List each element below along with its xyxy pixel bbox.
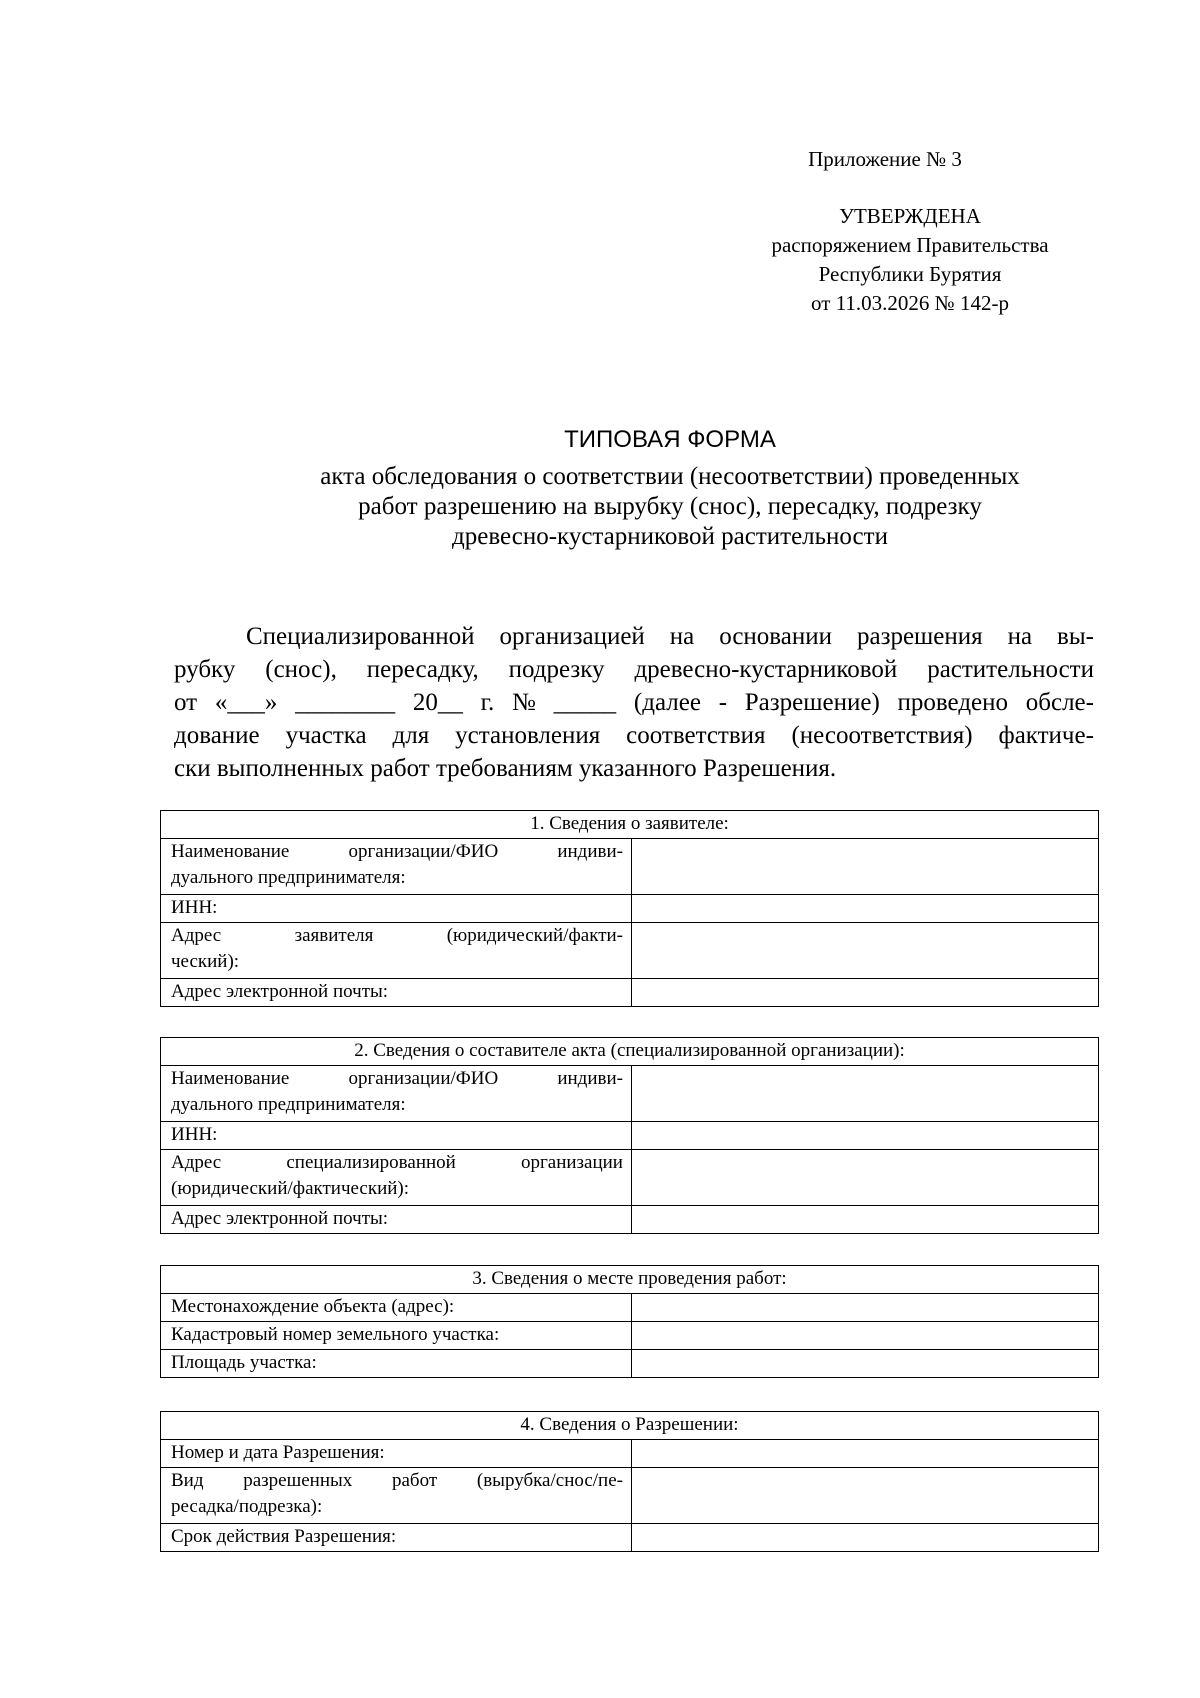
permitted-work-type-label: Вид разрешенных работ (вырубка/снос/пе- ресадка/подрезка): xyxy=(161,1468,632,1524)
work-site-info-table xyxy=(160,1265,1099,1378)
permit-validity-label: Срок действия Разрешения: xyxy=(161,1524,632,1552)
section-2-header: 2. Сведения о составителе акта (специализированной организации): xyxy=(161,1038,1099,1066)
applicant-inn-field[interactable] xyxy=(632,895,1099,923)
compiler-name-label: Наименование организации/ФИО индиви- дуального предпринимателя: xyxy=(161,1066,632,1122)
applicant-address-label: Адрес заявителя (юридический/факти- ческий): xyxy=(161,923,632,979)
plot-area-label: Площадь участка: xyxy=(161,1350,632,1378)
approval-date-number: от 11.03.2026 № 142-р xyxy=(811,291,1009,315)
approval-authority-line1: распоряжением Правительства xyxy=(771,233,1049,257)
compiler-email-field[interactable] xyxy=(632,1206,1099,1234)
compiler-inn-field[interactable] xyxy=(632,1122,1099,1150)
compiler-name-field[interactable] xyxy=(632,1066,1099,1122)
intro-line-5: ски выполненных работ требованиям указанного Разрешения. xyxy=(174,755,837,782)
site-address-field[interactable] xyxy=(632,1294,1099,1322)
intro-line-4: дование участка для установления соответствия (несоответствия) фактиче- xyxy=(174,722,1094,749)
compiler-inn-label: ИНН: xyxy=(161,1122,632,1150)
permit-number-date-label: Номер и дата Разрешения: xyxy=(161,1440,632,1468)
compiler-address-label: Адрес специализированной организации (юридический/фактический): xyxy=(161,1150,632,1206)
title-line-1: акта обследования о соответствии (несоответствии) проведенных xyxy=(320,463,1020,490)
approval-details xyxy=(720,202,1100,318)
applicant-email-field[interactable] xyxy=(632,979,1099,1007)
intro-line-1: Специализированной организацией на основании разрешения на вы- xyxy=(246,623,1094,650)
intro-line-3: от «___» ________ 20__ г. № _____ (далее - Разрешение) проведено обсле- xyxy=(174,689,1094,716)
approval-authority-line2: Республики Бурятия xyxy=(818,262,1002,286)
compiler-email-label: Адрес электронной почты: xyxy=(161,1206,632,1234)
applicant-info-table xyxy=(160,810,1099,1007)
applicant-name-label: Наименование организации/ФИО индиви- дуального предпринимателя: xyxy=(161,839,632,895)
section-3-header: 3. Сведения о месте проведения работ: xyxy=(161,1266,1099,1294)
section-1-header: 1. Сведения о заявителе: xyxy=(161,811,1099,839)
permitted-work-type-field[interactable] xyxy=(632,1468,1099,1524)
intro-line-2: рубку (снос), пересадку, подрезку древесно-кустарниковой растительности xyxy=(174,656,1094,683)
act-compiler-info-table xyxy=(160,1037,1099,1234)
applicant-address-field[interactable] xyxy=(632,923,1099,979)
title-line-3: древесно-кустарниковой растительности xyxy=(452,523,888,550)
cadastral-number-field[interactable] xyxy=(632,1322,1099,1350)
approved-label: УТВЕРЖДЕНА xyxy=(839,204,981,228)
title-line-2: работ разрешению на вырубку (снос), пересадку, подрезку xyxy=(358,493,982,520)
form-title: ТИПОВАЯ ФОРМА xyxy=(564,426,776,453)
applicant-email-label: Адрес электронной почты: xyxy=(161,979,632,1007)
permit-validity-field[interactable] xyxy=(632,1524,1099,1552)
permit-number-date-field[interactable] xyxy=(632,1440,1099,1468)
plot-area-field[interactable] xyxy=(632,1350,1099,1378)
compiler-address-field[interactable] xyxy=(632,1150,1099,1206)
section-4-header: 4. Сведения о Разрешении: xyxy=(161,1412,1099,1440)
site-address-label: Местонахождение объекта (адрес): xyxy=(161,1294,632,1322)
permit-info-table xyxy=(160,1411,1099,1552)
appendix-number: Приложение № 3 xyxy=(808,147,962,171)
applicant-inn-label: ИНН: xyxy=(161,895,632,923)
cadastral-number-label: Кадастровый номер земельного участка: xyxy=(161,1322,632,1350)
intro-paragraph xyxy=(174,620,1094,785)
applicant-name-field[interactable] xyxy=(632,839,1099,895)
document-title xyxy=(230,425,1110,552)
